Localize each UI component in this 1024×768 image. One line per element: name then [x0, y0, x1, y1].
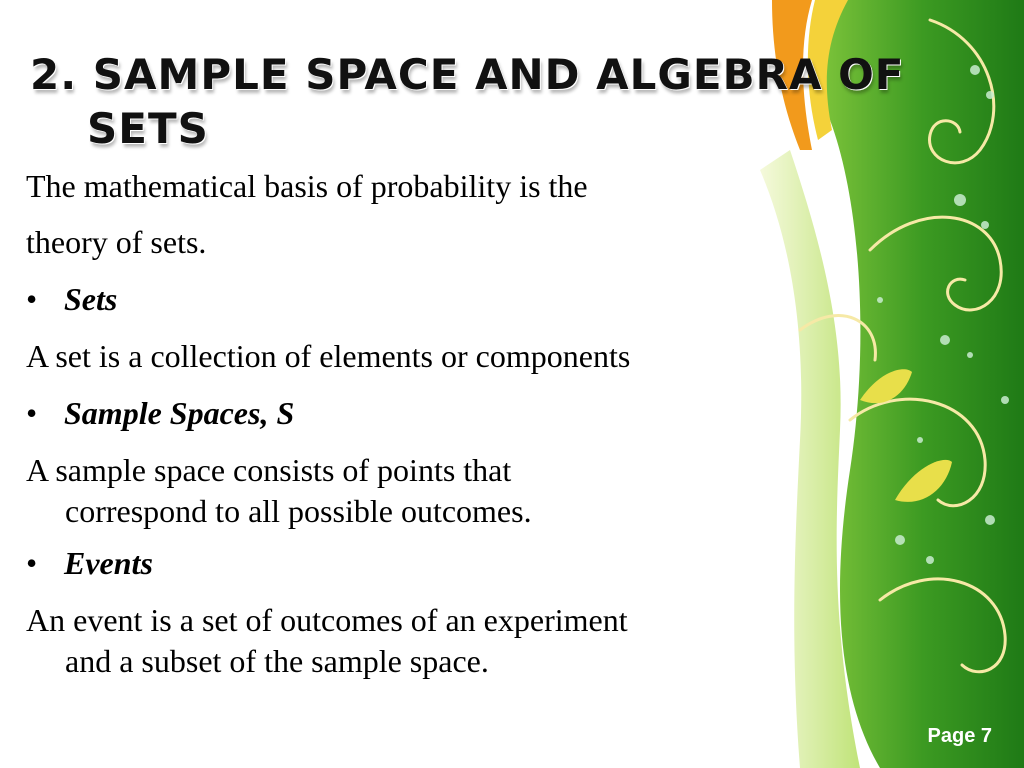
bullet-sets — [26, 270, 806, 328]
intro-line-2: theory of sets. — [26, 224, 207, 260]
slide-body — [26, 158, 806, 684]
sets-description: A set is a collection of elements or components — [26, 338, 631, 374]
bullet-events — [26, 534, 806, 592]
bullet-sets-label: Sets — [64, 281, 118, 317]
bullet-dot: • — [26, 545, 38, 581]
bullet-sample-spaces — [26, 384, 806, 442]
bullet-dot: • — [26, 281, 38, 317]
bullet-dot: • — [26, 395, 38, 431]
intro-line-1: The mathematical basis of probability is the — [26, 168, 588, 204]
title-line-1: 2. SAMPLE SPACE AND ALGEBRA OF — [30, 50, 905, 99]
bullet-sample-spaces-label: Sample Spaces, S — [64, 395, 295, 431]
sample-desc-line-2: correspond to all possible outcomes. — [65, 493, 532, 529]
sample-desc-line-1: A sample space consists of points that — [26, 452, 512, 488]
sample-space-description — [26, 446, 806, 534]
page-number: Page 7 — [927, 725, 992, 747]
events-desc-line-1: An event is a set of outcomes of an experiment — [26, 602, 628, 638]
intro-text — [26, 158, 806, 270]
events-description — [26, 596, 806, 684]
title-line-2: SETS — [87, 104, 209, 153]
events-desc-line-2: and a subset of the sample space. — [65, 643, 489, 679]
slide-title — [30, 48, 970, 156]
bullet-events-label: Events — [64, 545, 153, 581]
